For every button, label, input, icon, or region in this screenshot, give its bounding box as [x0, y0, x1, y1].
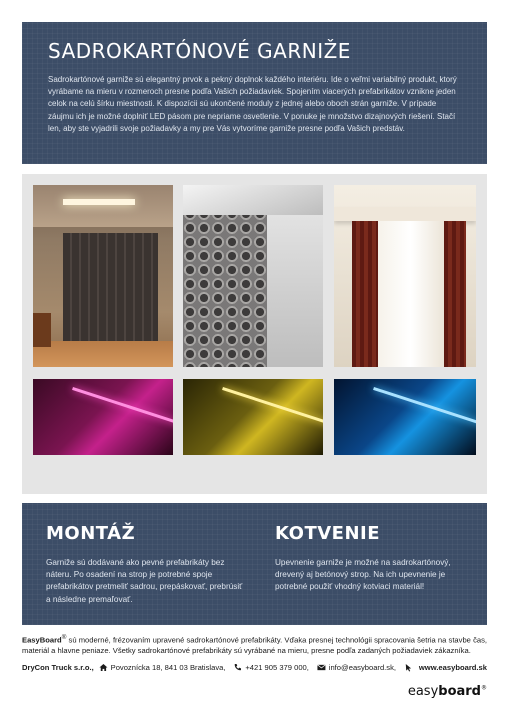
- photo-led-magenta: [33, 379, 173, 455]
- kotvenie-title: KOTVENIE: [275, 523, 381, 544]
- home-icon: [99, 663, 108, 672]
- photo-led-blue: [334, 379, 476, 455]
- footer-brand: EasyBoard: [22, 635, 62, 645]
- kotvenie-text: Upevnenie garniže je možné na sadrokartónový, drevený aj betónový strop. Na ich upevnenie je potrebné použiť vhodný kotviaci materiál!: [275, 558, 451, 592]
- logo-reg: ®: [481, 684, 487, 692]
- kotvenie-section: [275, 523, 475, 594]
- montaz-text: Garniže sú dodávané ako pevné prefabrikáty bez náteru. Po osadení na strop je potrebné spoje prefabrikátov pretmeliť sadrou, prepáskovať, prebrúsiť a následne premaľovať.: [46, 558, 243, 604]
- logo-part1: easy: [407, 684, 439, 699]
- footer-brand-reg: ®: [61, 634, 67, 641]
- photo-gallery: [22, 174, 487, 494]
- footer-note-text: sú moderné, frézovaním upravené sadrokartónové prefabrikáty. Vďaka presnej technológii spracovania šetria na stavbe čas, materiál a hlavne peniaze. Všetky sadrokartónové prefabrikáty sú vyrábané na mieru, presne podľa zadaných požiadaviek zákazníka.: [22, 635, 487, 656]
- photo-wallpaper-cornice: [183, 185, 323, 367]
- info-panel: [22, 503, 487, 625]
- company-address: Povoznícka 18, 841 03 Bratislava,: [110, 662, 226, 672]
- photo-room-blinds: [33, 185, 173, 367]
- photo-curtains: [334, 185, 476, 367]
- company-website[interactable]: www.easyboard.sk: [418, 662, 487, 672]
- photo-led-yellow: [183, 379, 323, 455]
- company-name: DryCon Truck s.r.o.,: [22, 662, 94, 672]
- montaz-section: [46, 523, 246, 606]
- contact-line: [22, 661, 487, 673]
- intro-text: Sadrokartónové garniže sú elegantný prvok a pekný doplnok každého interiéru. Ide o veľmi variabilný produkt, ktorý vyrábame na mieru v rozmeroch presne podľa Vašich požiadaviek. Spojením viacerých prefabrikátov vznikne jeden celok na celú šírku miestnosti. K dispozícii sú ukončené moduly z jednej alebo oboch strán garniže. V prípade záujmu ich je možné doplniť LED pásom pre nepriame osvetlenie. V ponuke je množstvo dizajnových riešení. Stačí len, aby ste vyjadrili svoje požiadavky a my pre Vás vytvoríme garniže presne podľa Vašich predstáv.: [48, 75, 457, 133]
- logo-part2: board: [438, 684, 481, 699]
- intro-title: SADROKARTÓNOVÉ GARNIŽE: [48, 39, 351, 63]
- cursor-icon: [404, 663, 413, 672]
- easyboard-logo: [408, 684, 487, 699]
- mail-icon: [317, 663, 326, 672]
- montaz-title: MONTÁŽ: [46, 523, 136, 544]
- intro-panel: [22, 22, 487, 164]
- footer-note: [22, 633, 487, 657]
- company-phone: +421 905 379 000,: [245, 662, 309, 672]
- company-email[interactable]: info@easyboard.sk,: [328, 662, 396, 672]
- phone-icon: [233, 663, 242, 672]
